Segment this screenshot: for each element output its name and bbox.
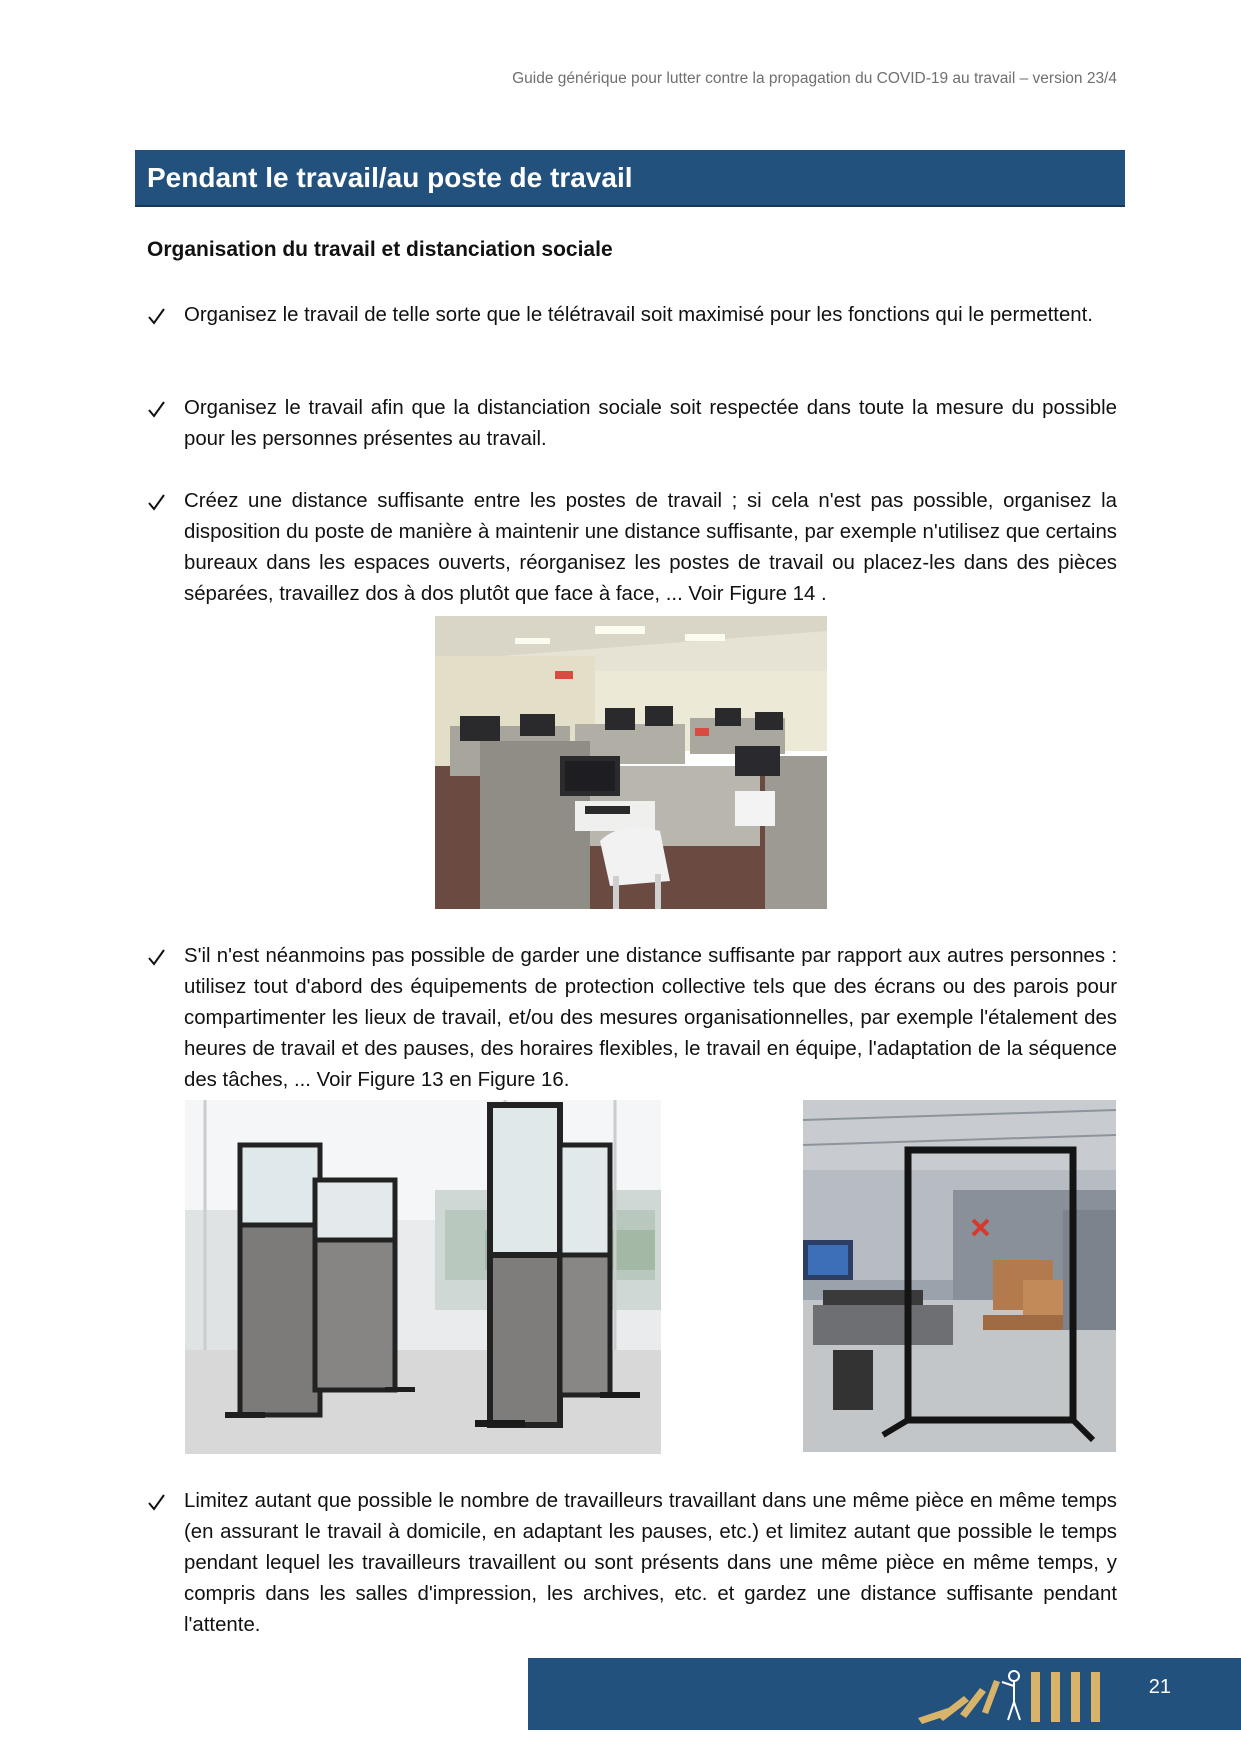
list-item-text: S'il n'est néanmoins pas possible de garder une distance suffisante par rapport aux autres personnes : utilisez tout d'abord des équipements de protection collective tels que des écrans ou des parois pour compartimenter les lieux de travail, et/ou des mesures organisationnelles, par exemple l'étalement des heures de travail et des pauses, des horaires flexibles, le travail en équipe, l'adaptation de la séquence des tâches, ... Voir Figure 13 en Figure 16. xyxy=(184,945,1117,1091)
list-item xyxy=(147,941,1117,1096)
list-item xyxy=(147,486,1117,610)
section-title: Pendant le travail/au poste de travail xyxy=(147,162,633,193)
page-number: 21 xyxy=(1148,1676,1171,1698)
subsection-title: Organisation du travail et distanciation sociale xyxy=(147,238,613,261)
list-item xyxy=(147,300,1117,331)
list-item xyxy=(147,393,1117,455)
list-item xyxy=(147,1486,1117,1641)
checkmark-icon xyxy=(147,393,167,424)
section-title-bar xyxy=(135,150,1125,207)
footer-bar xyxy=(528,1658,1241,1730)
partition-screens-photo xyxy=(185,1100,661,1454)
checkmark-icon xyxy=(147,941,167,972)
office-cubicles-photo xyxy=(435,616,827,909)
running-header: Guide générique pour lutter contre la propagation du COVID-19 au travail – version 23/4 xyxy=(512,70,1117,87)
list-item-text: Organisez le travail afin que la distanciation sociale soit respectée dans toute la mesure du possible pour les personnes présentes au travail. xyxy=(184,397,1117,450)
checkmark-icon xyxy=(147,486,167,517)
list-item-text: Limitez autant que possible le nombre de travailleurs travaillant dans une même pièce en même temps (en assurant le travail à domicile, en adaptant les pauses, etc.) et limitez autant que possible le temps pendant lequel les travailleurs travaillent ou sont présents dans une même pièce en même temps, y compris dans les salles d'impression, les archives, etc. et gardez une distance suffisante pendant l'attente. xyxy=(184,1490,1117,1636)
checkmark-icon xyxy=(147,1486,167,1517)
list-item-text: Créez une distance suffisante entre les postes de travail ; si cela n'est pas possible, organisez la disposition du poste de manière à maintenir une distance suffisante, par exemple n'utilisez que certains bureaux dans les espaces ouverts, réorganisez les postes de travail ou placez-les dans des pièces séparées, travaillez dos à dos plutôt que face à face, ... Voir Figure 14 . xyxy=(184,490,1117,605)
factory-screen-photo xyxy=(803,1100,1116,1452)
checkmark-icon xyxy=(147,300,167,331)
list-item-text: Organisez le travail de telle sorte que le télétravail soit maximisé pour les fonctions qui le permettent. xyxy=(184,304,1093,326)
domino-figure-logo-icon xyxy=(918,1668,1118,1724)
